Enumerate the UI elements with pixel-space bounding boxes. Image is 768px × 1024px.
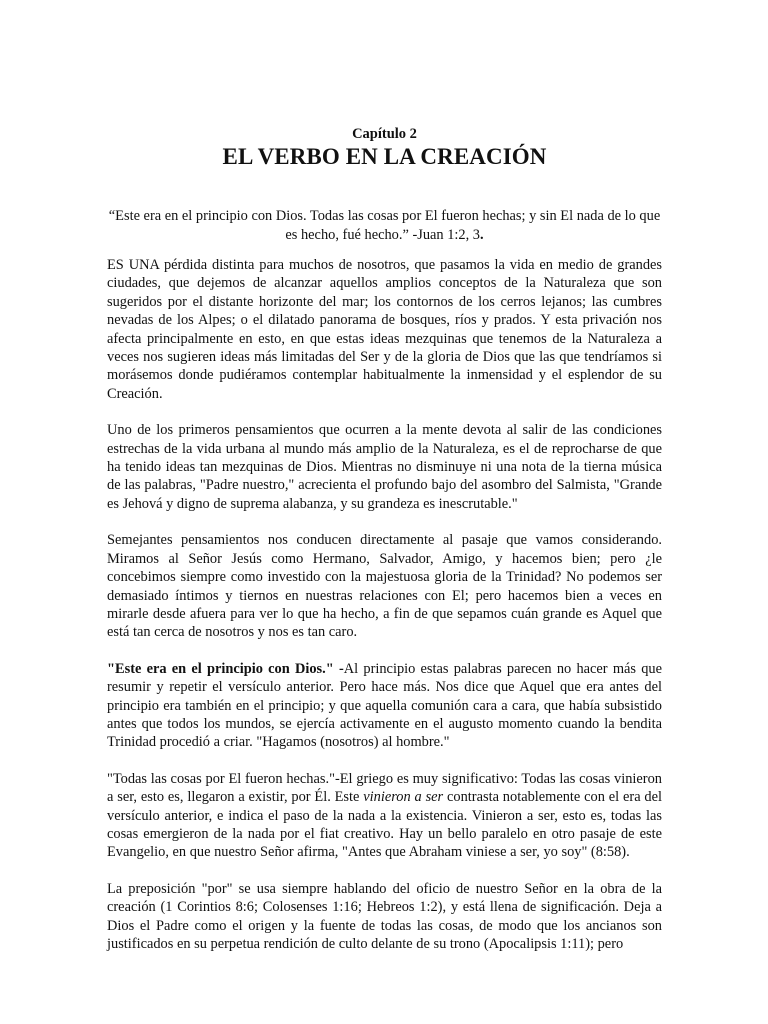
paragraph-5 xyxy=(107,770,662,862)
epigraph-quote xyxy=(107,207,662,244)
paragraph-1: ES UNA pérdida distinta para muchos de nosotros, que pasamos la vida en medio de grandes ciudades, que dejemos de alcanzar aquellos amplios conceptos de la Naturaleza que son sugeridos por el distante horizonte del mar; los contornos de los cerros lejanos; las cumbres nevadas de los Alpes; o el dilatado panorama de bosques, ríos y prados. Y esta privación nos afecta principalmente en esto, en que estas ideas mezquinas que tenemos de la Naturaleza a veces nos sugieren ideas más limitadas del Ser y de la gloria de Dios que las que tendríamos si morásemos donde pudiéramos contemplar habitualmente la inmensidad y el esplendor de su Creación. xyxy=(107,257,662,402)
paragraph-4-text: Al principio estas palabras parecen no hacer más que resumir y repetir el versículo anterior. Pero hace más. Nos dice que Aquel que era antes del principio era también en el principio; y que aquella comunión cara a cara, que había subsistido antes que todos los mundos, se ejercía activamente en el augusto momento cuando la bendita Trinidad procedió a criar. "Hagamos (nosotros) al hombre." xyxy=(107,660,662,751)
chapter-title: EL VERBO EN LA CREACIÓN xyxy=(222,144,547,169)
paragraph-5-italic: vinieron a ser xyxy=(363,789,444,806)
paragraph-4 xyxy=(107,660,662,752)
paragraph-5-text-b: contrasta notablemente con el era del versículo anterior, e indica el paso de la nada a la existencia. Vinieron a ser, esto es, todas las cosas emergieron de la nada por el fiat creativo. Hay un bello paralelo en otro pasaje de este Evangelio, en que nuestro Señor afirma, "Antes que Abraham viniese a ser, yo soy" (8:58). xyxy=(107,789,663,861)
paragraph-2: Uno de los primeros pensamientos que ocurren a la mente devota al salir de las condiciones estrechas de la vida urbana al mundo más amplio de la Naturaleza, es el de reprocharse de que ha tenido ideas tan mezquinas de Dios. Mientras no disminuye ni una nota de la tierna música de las palabras, "Padre nuestro," acrecienta el profundo bajo del asombro del Salmista, "Grande es Jehová y digno de suprema alabanza, y su grandeza es inescrutable." xyxy=(107,422,662,512)
body-text xyxy=(107,256,662,971)
paragraph-5-text-a: "Todas las cosas por El fueron hechas."-El griego es muy significativo: Todas las cosas vinieron a ser, esto es, llegaron a existir, por Él. Este xyxy=(107,770,662,806)
epigraph-end-mark: . xyxy=(480,226,484,243)
paragraph-3: Semejantes pensamientos nos conducen directamente al pasaje que vamos considerando. Miramos al Señor Jesús como Hermano, Salvador, Amigo, y hacemos bien; pero ¿le concebimos siempre como investido con la majestuosa gloria de la Trinidad? No podemos ser demasiado íntimos y tiernos en nuestras relaciones con El; pero hacemos bien a veces en mirarle desde afuera para ver lo que ha hecho, a fin de que sepamos cuán grande es Aquel que está tan cerca de nosotros y nos es tan caro. xyxy=(107,532,662,641)
epigraph-text: “Este era en el principio con Dios. Todas las cosas por El fueron hechas; y sin El nada de lo que es hecho, fué hecho.” -Juan 1:2, 3 xyxy=(108,208,661,243)
paragraph-6: La preposición "por" se usa siempre hablando del oficio de nuestro Señor en la obra de la creación (1 Corintios 8:6; Colosenses 1:16; Hebreos 1:2), y está llena de significación. Deja a Dios el Padre como el origen y la fuente de todas las cosas, de modo que los ancianos son justificados en su perpetua rendición de culto delante de su trono (Apocalipsis 1:11); pero xyxy=(107,880,662,952)
paragraph-4-bold-quote: "Este era en el principio con Dios." - xyxy=(107,660,344,677)
chapter-label: Capítulo 2 xyxy=(352,126,417,142)
